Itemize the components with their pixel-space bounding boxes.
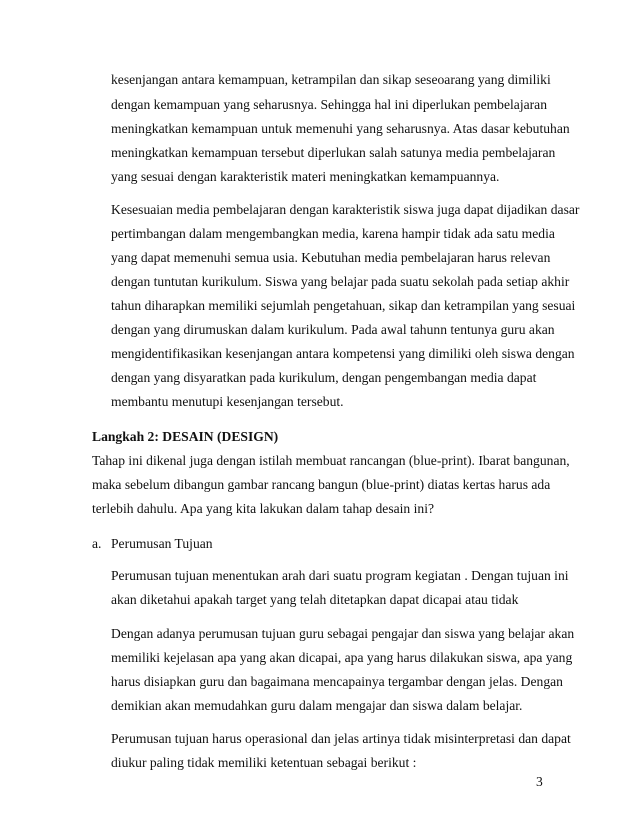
paragraph-line: Perumusan tujuan menentukan arah dari suatu program kegiatan . Dengan tujuan ini: [111, 568, 569, 583]
paragraph-line: Dengan adanya perumusan tujuan guru sebagai pengajar dan siswa yang belajar akan: [111, 626, 575, 641]
paragraph-line: harus disiapkan guru dan bagaimana mencapainya tergambar dengan jelas. Dengan: [111, 674, 563, 689]
paragraph-line: dengan yang dirumuskan dalam kurikulum. Pada awal tahunn tentunya guru akan: [111, 322, 555, 337]
paragraph-line: yang dapat memenuhi semua usia. Kebutuhan media pembelajaran harus relevan: [111, 250, 551, 265]
paragraph-line: Kesesuaian media pembelajaran dengan karakteristik siswa juga dapat dijadikan dasar: [111, 202, 580, 217]
paragraph-line: dengan kemampuan yang seharusnya. Sehingga hal ini diperlukan pembelajaran: [111, 97, 547, 112]
paragraph-line: maka sebelum dibangun gambar rancang bangun (blue-print) diatas kertas harus ada: [92, 477, 551, 492]
paragraph-line: kesenjangan antara kemampuan, ketrampilan dan sikap seseoarang yang dimiliki: [111, 72, 551, 87]
paragraph-line: mengidentifikasikan kesenjangan antara kompetensi yang dimiliki oleh siswa dengan: [111, 346, 575, 361]
paragraph-line: membantu menutupi kesenjangan tersebut.: [111, 394, 344, 409]
paragraph-line: meningkatkan kemampuan tersebut diperlukan salah satunya media pembelajaran: [111, 145, 556, 160]
paragraph-line: yang sesuai dengan karakteristik materi meningkatkan kemampuannya.: [111, 169, 500, 184]
paragraph-line: akan diketahui apakah target yang telah ditetapkan dapat dicapai atau tidak: [111, 592, 519, 607]
paragraph-line: memiliki kejelasan apa yang akan dicapai, apa yang harus dilakukan siswa, apa yang: [111, 650, 573, 665]
section-heading: Langkah 2: DESAIN (DESIGN): [92, 429, 279, 444]
paragraph-line: diukur paling tidak memiliki ketentuan sebagai berikut :: [111, 755, 417, 770]
paragraph-line: Tahap ini dikenal juga dengan istilah membuat rancangan (blue-print). Ibarat bangunan,: [92, 453, 570, 468]
page-number: 3: [536, 774, 543, 789]
paragraph-line: Perumusan tujuan harus operasional dan jelas artinya tidak misinterpretasi dan dapat: [111, 731, 571, 746]
paragraph-line: pertimbangan dalam mengembangkan media, karena hampir tidak ada satu media: [111, 226, 555, 241]
paragraph-line: terlebih dahulu. Apa yang kita lakukan dalam tahap desain ini?: [92, 501, 435, 516]
paragraph-line: meningkatkan kemampuan untuk memenuhi yang seharusnya. Atas dasar kebutuhan: [111, 121, 570, 136]
paragraph-line: dengan yang disyaratkan pada kurikulum, dengan pengembangan media dapat: [111, 370, 537, 385]
paragraph-line: tahun diharapkan memiliki sejumlah pengetahuan, sikap dan ketrampilan yang sesuai: [111, 298, 576, 313]
list-marker: a.: [92, 536, 102, 551]
paragraph-line: dengan tuntutan kurikulum. Siswa yang belajar pada suatu sekolah pada setiap akhir: [111, 274, 570, 289]
paragraph-line: demikian akan memudahkan guru dalam mengajar dan siswa dalam belajar.: [111, 698, 523, 713]
list-item-label: Perumusan Tujuan: [111, 536, 213, 551]
